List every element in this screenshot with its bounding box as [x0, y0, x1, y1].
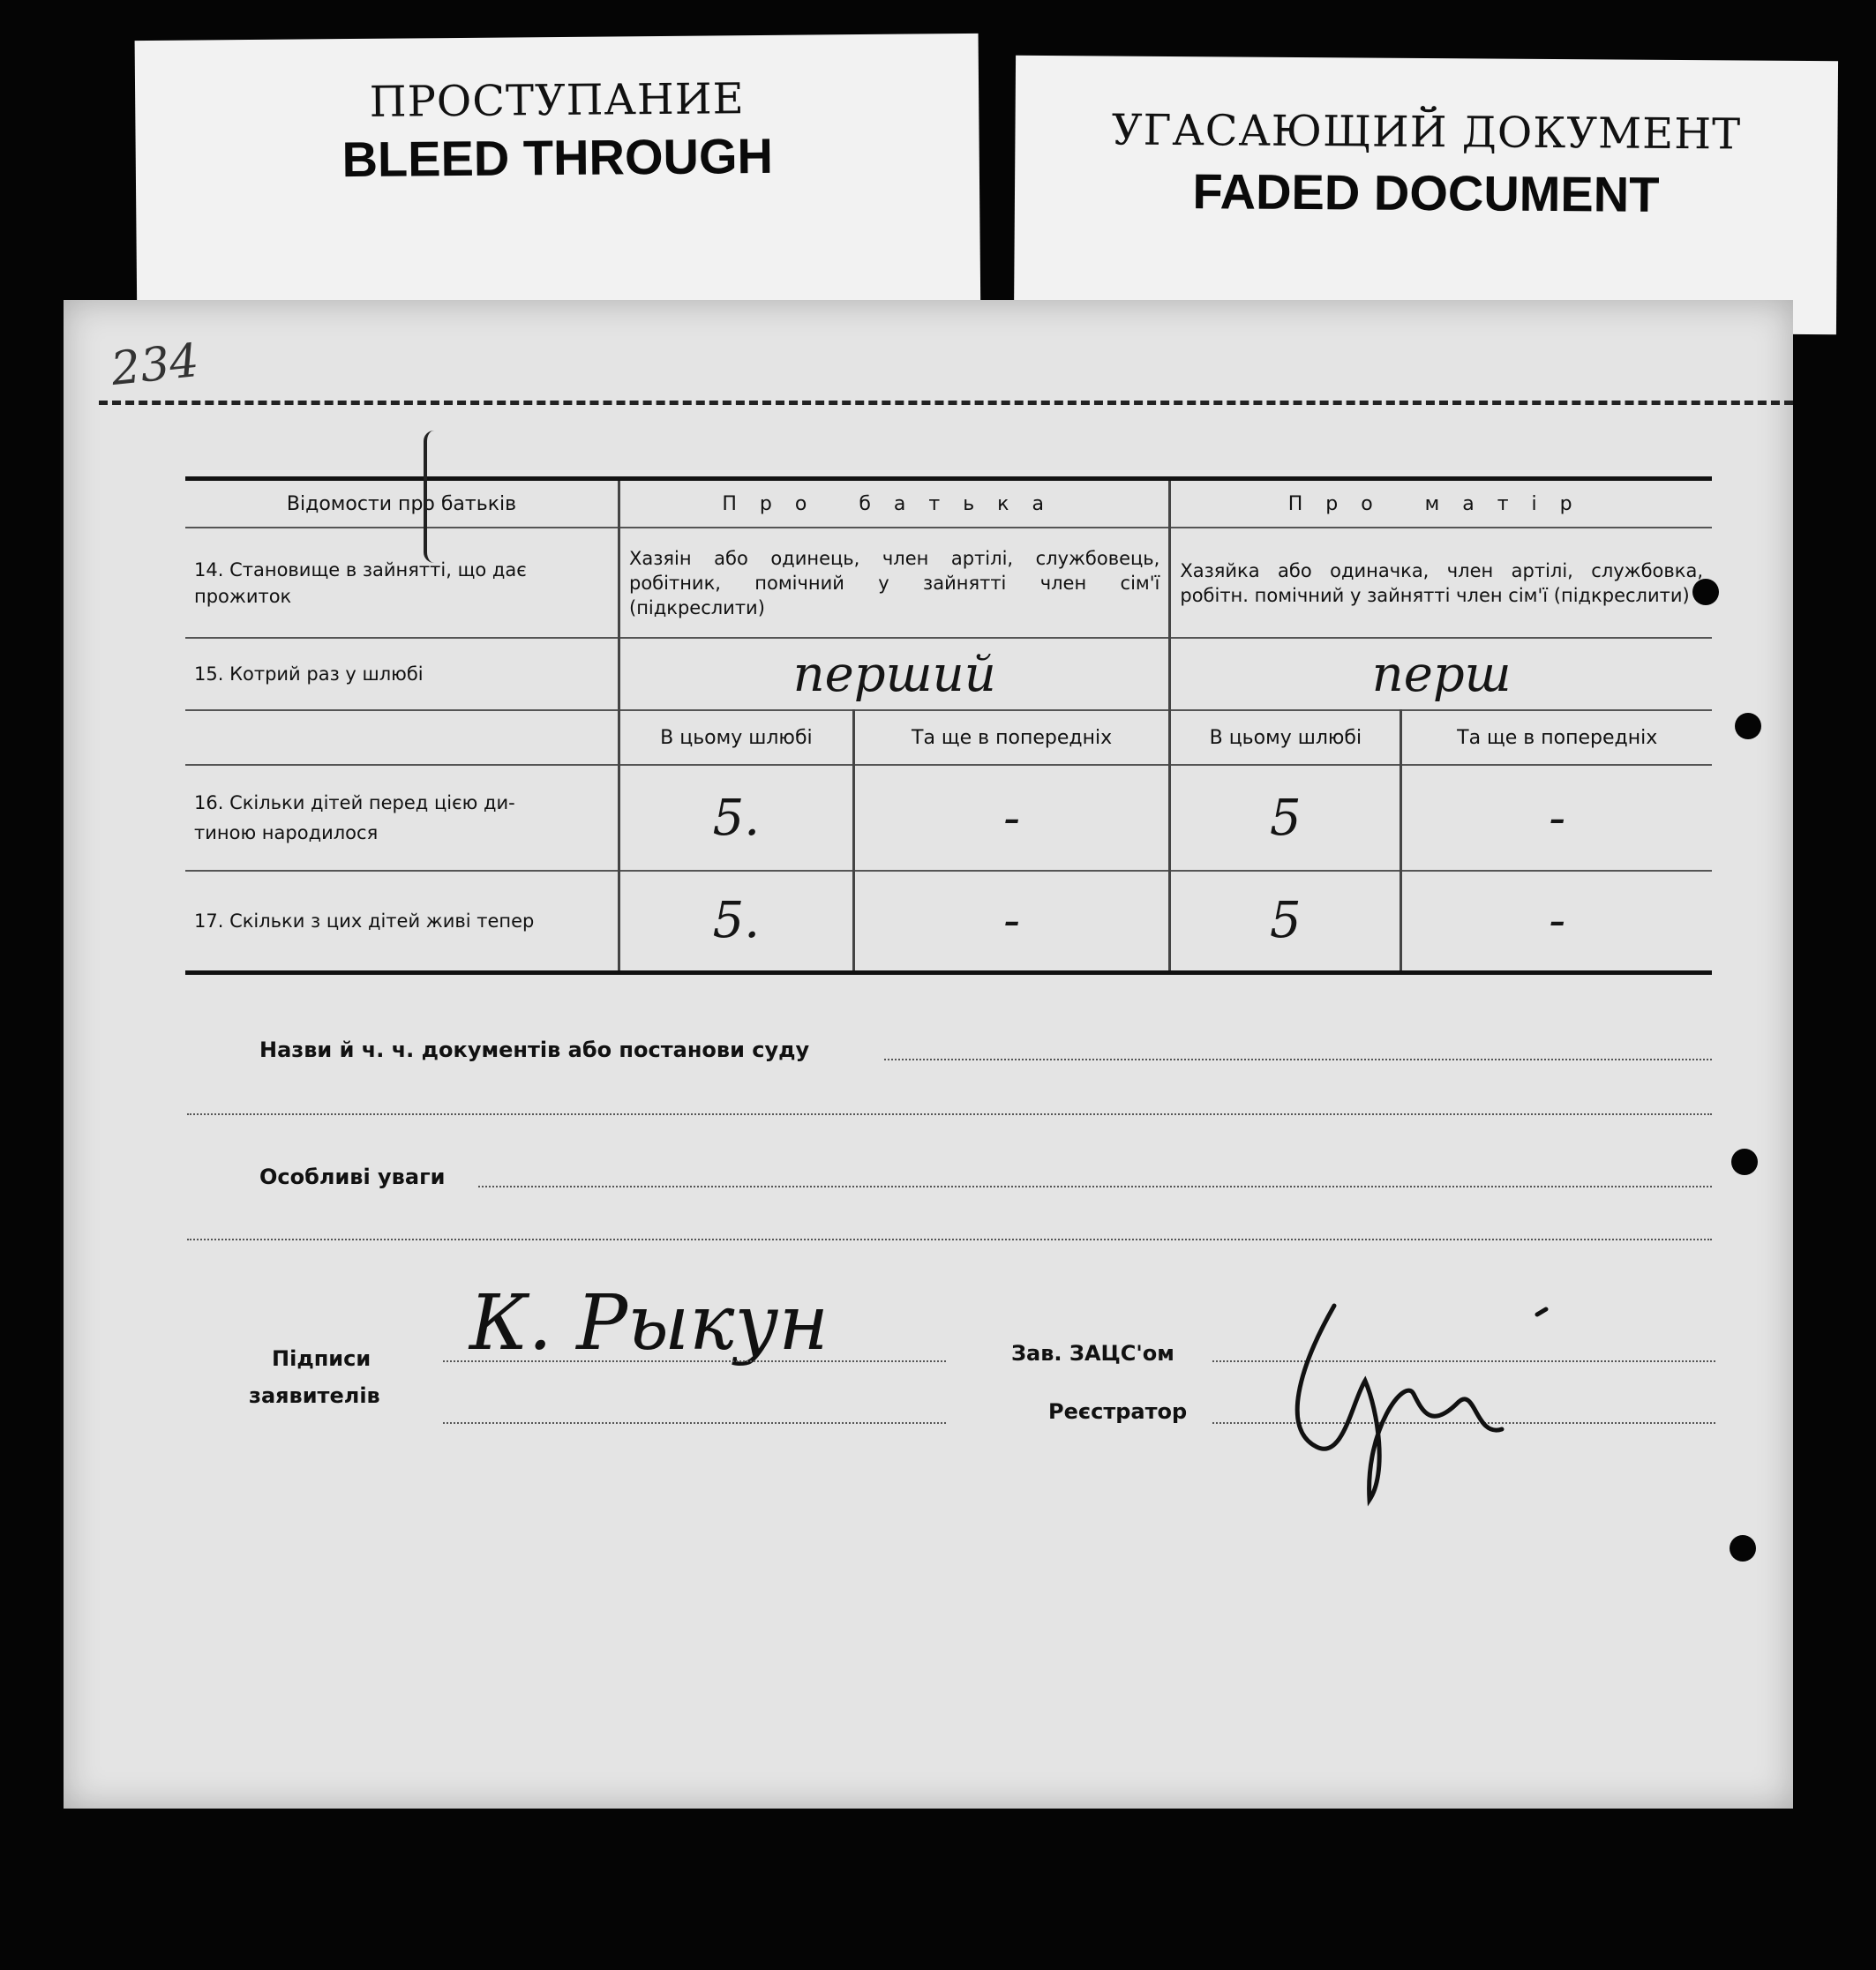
header-info: Відомости про батьків	[185, 479, 619, 528]
perforation-line	[99, 401, 1793, 405]
subheader-blank	[185, 710, 619, 765]
punch-hole	[1730, 1535, 1756, 1562]
signatures-label: Підписи	[272, 1346, 371, 1371]
signature-line-1	[443, 1360, 946, 1362]
row17-label: 17. Скільки з цих дітей живі тепер	[185, 871, 619, 972]
punch-hole	[1731, 1149, 1758, 1175]
table-row	[185, 710, 1712, 765]
parents-info-table	[185, 476, 1712, 975]
notes-line-2	[187, 1239, 1712, 1240]
table-header-row	[185, 479, 1712, 528]
registrar-label: Реєстратор	[1048, 1399, 1188, 1424]
signatures-brace	[424, 431, 445, 563]
row14-mother: Хазяйка або одиначка, член артілі, службовка, робітн. помічний у зайнятті член сім'ї (підкреслити)	[1170, 528, 1712, 638]
row17-father-prev: -	[853, 871, 1170, 972]
subheader-mother-prev: Та ще в попередніх	[1401, 710, 1712, 765]
registrar-signature	[1281, 1297, 1599, 1509]
table-row	[185, 638, 1712, 710]
page-number: 234	[109, 333, 202, 397]
row15-mother-handwriting: перш	[1170, 638, 1712, 710]
header-father: Про батька	[619, 479, 1170, 528]
row14-father: Хазяін або одинець, член артілі, службовець, робітник, помічний у зайнятті член сім'ї (підкреслити)	[619, 528, 1170, 638]
table-row	[185, 528, 1712, 638]
document-sheet	[64, 300, 1793, 1809]
row15-father-handwriting: перший	[619, 638, 1170, 710]
punch-hole	[1692, 579, 1719, 605]
row17-father-this: 5.	[619, 871, 854, 972]
punch-hole	[1735, 713, 1761, 739]
bleed-through-card	[135, 34, 981, 332]
subheader-father-prev: Та ще в попередніх	[853, 710, 1170, 765]
row16-mother-this: 5	[1170, 765, 1401, 871]
row17-mother-this: 5	[1170, 871, 1401, 972]
bleed-through-en: BLEED THROUGH	[341, 127, 774, 188]
documents-line	[884, 1059, 1712, 1060]
signatures-label-2: заявителів	[249, 1383, 380, 1408]
bleed-through-ru: ПРОСТУПАНИЕ	[369, 74, 745, 127]
row16-mother-prev: -	[1401, 765, 1712, 871]
documents-label: Назви й ч. ч. документів або постанови суду	[259, 1037, 810, 1062]
row16-label: 16. Скільки дітей перед цією ди- тиною народилося	[185, 765, 619, 871]
faded-document-en: FADED DOCUMENT	[1192, 163, 1660, 222]
applicant-signature: К. Рыкун	[469, 1279, 829, 1367]
faded-document-card	[1014, 56, 1838, 334]
faded-document-ru: УГАСАЮЩИЙ ДОКУМЕНТ	[1111, 105, 1742, 160]
documents-line-2	[187, 1113, 1712, 1115]
row14-label: 14. Становище в зайнятті, що дає прожиток	[185, 528, 619, 638]
notes-line	[478, 1186, 1712, 1187]
row16-father-this: 5.	[619, 765, 854, 871]
row17-mother-prev: -	[1401, 871, 1712, 972]
header-mother: Про матір	[1170, 479, 1712, 528]
notes-label: Особливі уваги	[259, 1165, 446, 1189]
table-row	[185, 871, 1712, 972]
subheader-mother-this: В цьому шлюбі	[1170, 710, 1401, 765]
signature-line-2	[443, 1422, 946, 1424]
row16-father-prev: -	[853, 765, 1170, 871]
table-row	[185, 765, 1712, 871]
subheader-father-this: В цьому шлюбі	[619, 710, 854, 765]
row15-label: 15. Котрий раз у шлюбі	[185, 638, 619, 710]
head-label: Зав. ЗАЦС'ом	[1011, 1341, 1174, 1366]
